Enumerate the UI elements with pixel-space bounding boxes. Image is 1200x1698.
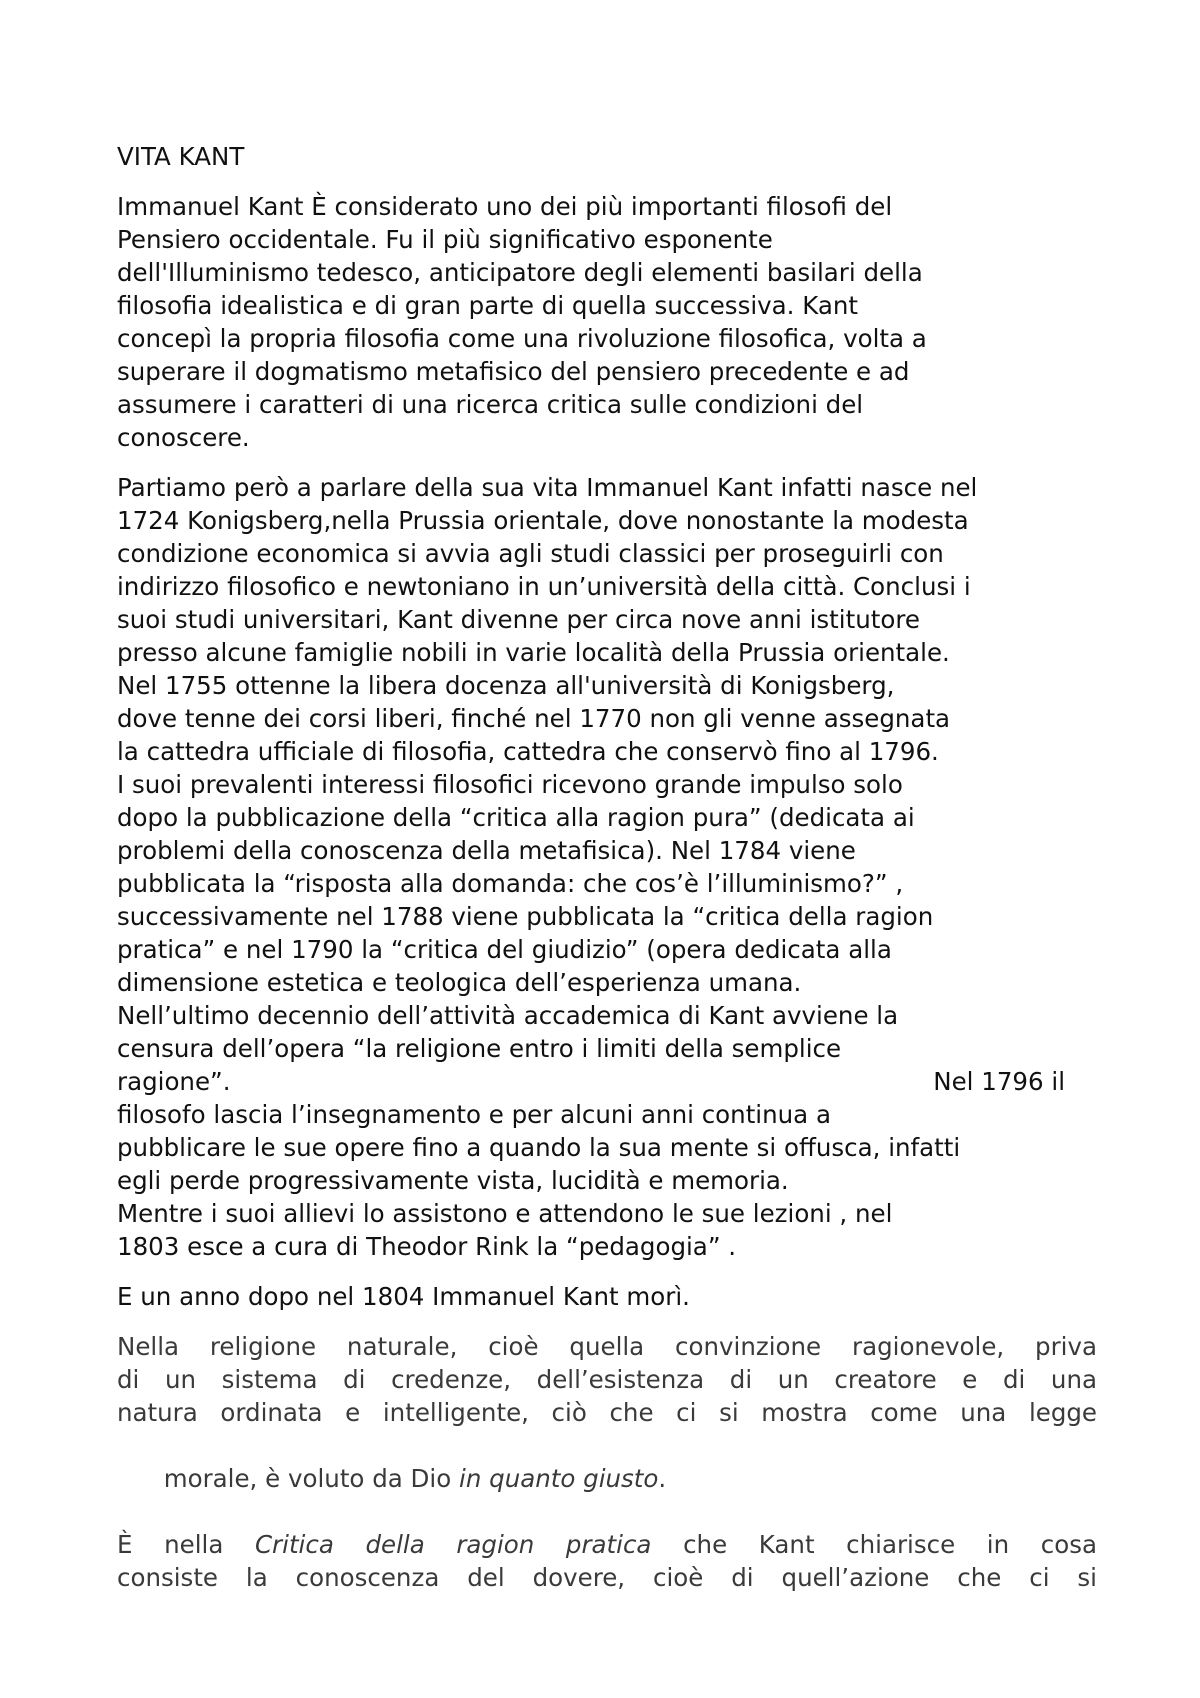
italic-text: Critica della ragion pratica [254, 1530, 652, 1559]
text-line: suoi studi universitari, Kant divenne per circa nove anni istitutore [117, 605, 920, 634]
text-fragment: Nel 1796 il [933, 1067, 1065, 1096]
text-line: consiste la conoscenza del dovere, cioè di quell’azione che ci si [117, 1563, 1097, 1592]
text-line: Nella religione naturale, cioè quella convinzione ragionevole, priva [117, 1332, 1097, 1361]
text-line: pratica” e nel 1790 la “critica del giudizio” (opera dedicata alla [117, 935, 892, 964]
text-line: filosofia idealistica e di gran parte di quella successiva. Kant [117, 291, 859, 320]
text-line: Nell’ultimo decennio dell’attività accademica di Kant avviene la [117, 1001, 899, 1030]
text-line: E un anno dopo nel 1804 Immanuel Kant morì. [117, 1282, 690, 1311]
text-fragment: ragione”. [117, 1067, 231, 1096]
text-line [117, 1429, 1097, 1528]
italic-text: in quanto giusto [459, 1464, 659, 1493]
text-fragment: morale, è voluto da Dio [163, 1464, 460, 1493]
text-line: Pensiero occidentale. Fu il più significativo esponente [117, 225, 773, 254]
text-line: superare il dogmatismo metafisico del pensiero precedente e ad [117, 357, 910, 386]
text-line: Immanuel Kant È considerato uno dei più importanti filosofi del [117, 192, 893, 221]
paragraph-intro [117, 190, 1097, 454]
text-line: di un sistema di credenze, dell’esistenza di un creatore e di una [117, 1365, 1097, 1394]
text-line: problemi della conoscenza della metafisica). Nel 1784 viene [117, 836, 856, 865]
paragraph-religion [117, 1330, 1097, 1528]
text-line: concepì la propria filosofia come una rivoluzione filosofica, volta a [117, 324, 927, 353]
text-line: 1724 Konigsberg,nella Prussia orientale, dove nonostante la modesta [117, 506, 969, 535]
text-line: successivamente nel 1788 viene pubblicata la “critica della ragion [117, 902, 934, 931]
text-line: Nel 1755 ottenne la libera docenza all'università di Konigsberg, [117, 671, 895, 700]
text-line: dell'Illuminismo tedesco, anticipatore degli elementi basilari della [117, 258, 923, 287]
text-line: natura ordinata e intelligente, ciò che ci si mostra come una legge [117, 1398, 1097, 1427]
text-line: filosofo lascia l’insegnamento e per alcuni anni continua a [117, 1100, 831, 1129]
text-line: pubblicata la “risposta alla domanda: che cos’è l’illuminismo?” , [117, 869, 904, 898]
text-line: dimensione estetica e teologica dell’esperienza umana. [117, 968, 802, 997]
text-line: censura dell’opera “la religione entro i limiti della semplice [117, 1034, 842, 1063]
document-title: VITA KANT [117, 142, 245, 171]
text-fragment: . [658, 1464, 667, 1493]
paragraph-life [117, 471, 1097, 1263]
text-line: I suoi prevalenti interessi filosofici ricevono grande impulso solo [117, 770, 903, 799]
text-line: dove tenne dei corsi liberi, finché nel 1770 non gli venne assegnata [117, 704, 951, 733]
text-line: Mentre i suoi allievi lo assistono e attendono le sue lezioni , nel [117, 1199, 893, 1228]
text-line: pubblicare le sue opere fino a quando la sua mente si offusca, infatti [117, 1133, 961, 1162]
text-line: conoscere. [117, 423, 250, 452]
text-line: indirizzo filosofico e newtoniano in un’università della città. Conclusi i [117, 572, 971, 601]
text-line: dopo la pubblicazione della “critica alla ragion pura” (dedicata ai [117, 803, 915, 832]
text-line [117, 1528, 1097, 1561]
paragraph-death [117, 1280, 1097, 1313]
text-line-split [117, 1065, 1065, 1098]
text-line: assumere i caratteri di una ricerca critica sulle condizioni del [117, 390, 864, 419]
document-page [117, 140, 1097, 1594]
text-line: presso alcune famiglie nobili in varie località della Prussia orientale. [117, 638, 950, 667]
text-line: 1803 esce a cura di Theodor Rink la “pedagogia” . [117, 1232, 737, 1261]
text-line: condizione economica si avvia agli studi classici per proseguirli con [117, 539, 944, 568]
text-line: egli perde progressivamente vista, lucidità e memoria. [117, 1166, 789, 1195]
text-fragment: È nella [117, 1530, 255, 1559]
text-line: Partiamo però a parlare della sua vita Immanuel Kant infatti nasce nel [117, 473, 978, 502]
text-fragment: che Kant chiarisce in cosa [651, 1530, 1097, 1559]
text-line: la cattedra ufficiale di filosofia, cattedra che conservò fino al 1796. [117, 737, 939, 766]
paragraph-practical-reason [117, 1528, 1097, 1594]
